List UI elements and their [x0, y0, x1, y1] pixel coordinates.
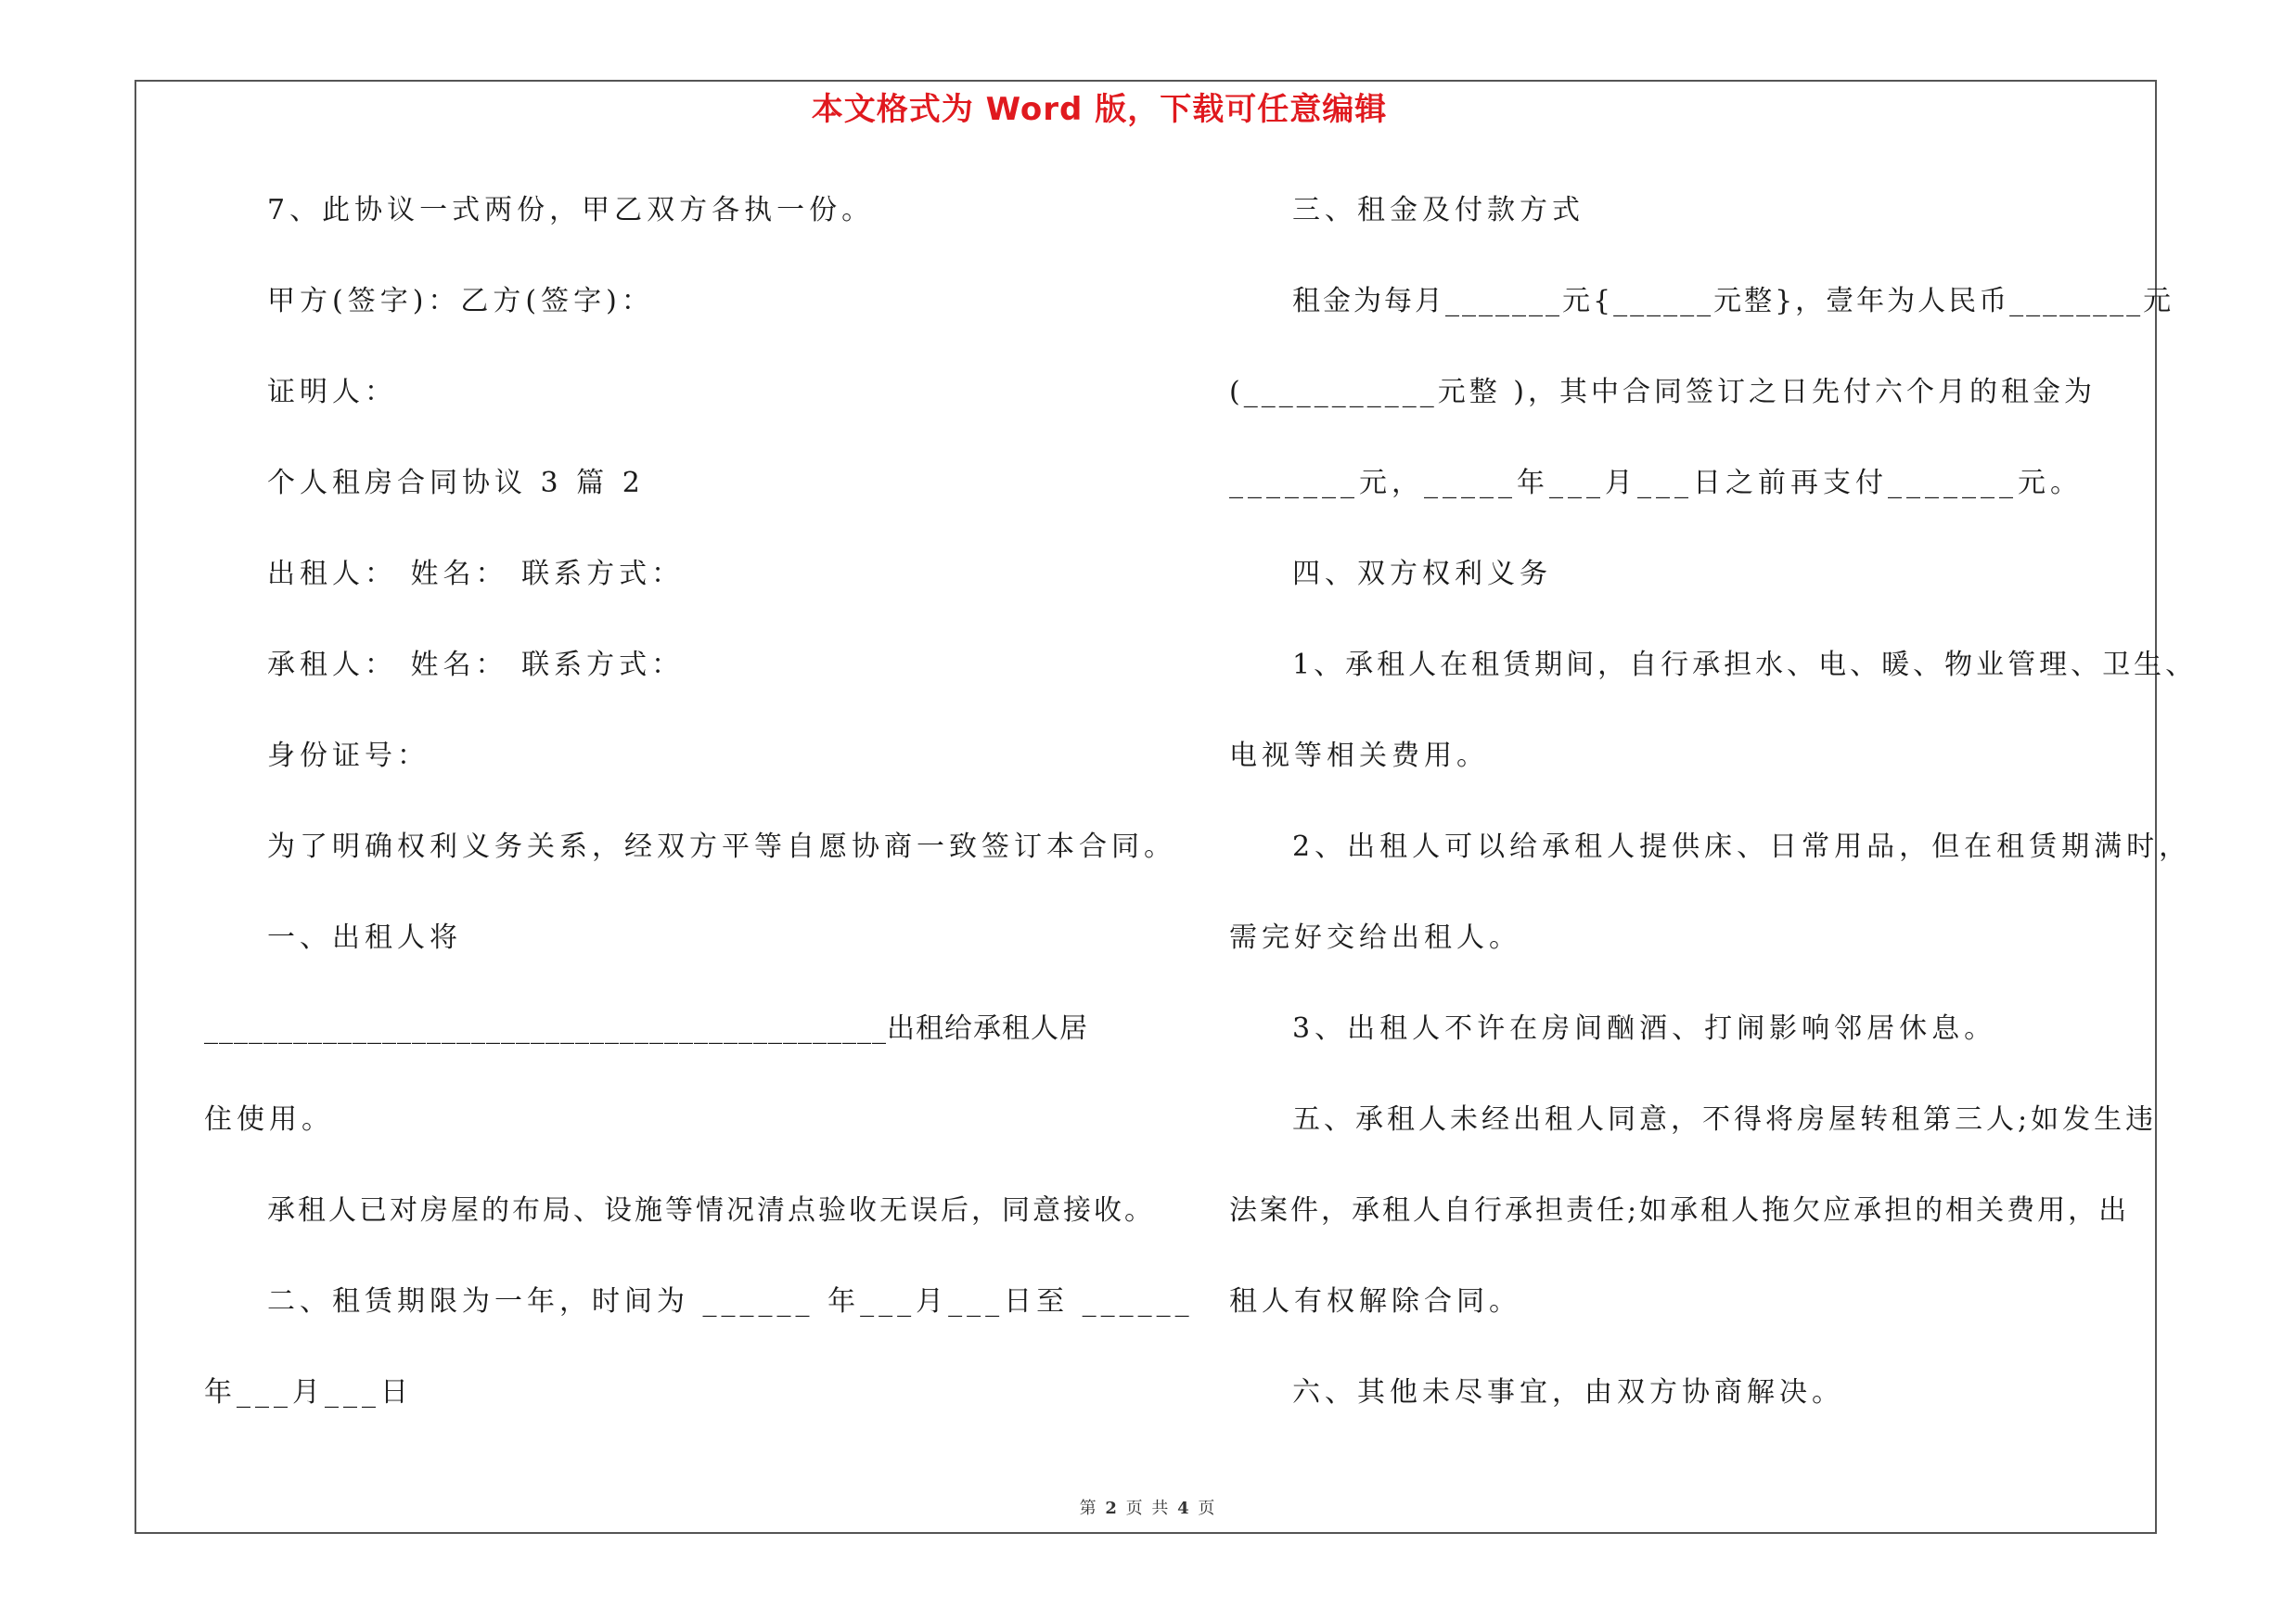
- paragraph-purpose: 为了明确权利义务关系，经双方平等自愿协商一致签订本合同。: [267, 831, 1176, 863]
- clause-five-line3: 租人有权解除合同。: [1229, 1285, 1521, 1318]
- right-column: [1229, 0, 2198, 1623]
- footer-total-pages: 4: [1177, 1499, 1191, 1518]
- header-banner: 本文格式为 Word 版，下载可任意编辑: [811, 91, 1388, 128]
- paragraph-acceptance: 承租人已对房屋的布局、设施等情况清点验收无误后，同意接收。: [267, 1194, 1155, 1227]
- clause-one-heading: 一、出租人将: [267, 921, 462, 954]
- clause-five-line1: 五、承租人未经出租人同意，不得将房屋转租第三人;如发生违: [1292, 1103, 2158, 1136]
- clause-four-item1-continuation: 电视等相关费用。: [1229, 740, 1489, 772]
- clause-four-item1: 1、承租人在租赁期间，自行承担水、电、暖、物业管理、卫生、: [1292, 649, 2198, 681]
- clause-four-item2: 2、出租人可以给承租人提供床、日常用品，但在租赁期满时，: [1292, 831, 2192, 863]
- paragraph-signatures: 甲方(签字)：乙方(签字)：: [267, 285, 654, 317]
- footer-middle: 页 共: [1125, 1499, 1171, 1518]
- page-footer: [0, 1495, 2296, 1519]
- clause-four-item2-continuation: 需完好交给出租人。: [1229, 921, 1521, 954]
- clause-three-rent-line2: (___________元整 )，其中合同签订之日先付六个月的租金为: [1229, 376, 2096, 408]
- footer-page-number: 2: [1105, 1499, 1119, 1518]
- paragraph-id-number: 身份证号：: [267, 740, 430, 772]
- footer-prefix: 第: [1079, 1499, 1098, 1518]
- clause-three-heading: 三、租金及付款方式: [1292, 194, 1584, 226]
- paragraph-lessee: 承租人： 姓名： 联系方式：: [267, 649, 685, 681]
- clause-six: 六、其他未尽事宜，由双方协商解决。: [1292, 1376, 1844, 1409]
- clause-three-rent-line3: _______元，_____年___月___日之前再支付_______元。: [1229, 467, 2083, 499]
- clause-three-rent-line1: 租金为每月_______元{______元整}，壹年为人民币________元: [1292, 285, 2174, 317]
- section-title: 个人租房合同协议 3 篇 2: [267, 467, 645, 499]
- clause-one-blank-line: ______________________________________________出租给承租人居: [204, 1012, 1088, 1045]
- clause-one-continuation: 住使用。: [204, 1103, 334, 1136]
- footer-suffix: 页: [1198, 1499, 1217, 1518]
- clause-four-heading: 四、双方权利义务: [1292, 558, 1552, 590]
- paragraph-witness: 证明人：: [267, 376, 397, 408]
- clause-two-continuation: 年___月___日: [204, 1376, 413, 1409]
- paragraph-copies: 7、此协议一式两份，甲乙双方各执一份。: [267, 194, 875, 226]
- paragraph-lessor: 出租人： 姓名： 联系方式：: [267, 558, 685, 590]
- clause-two-term: 二、租赁期限为一年，时间为 ______ 年___月___日至 ______: [267, 1285, 1194, 1318]
- clause-five-line2: 法案件，承租人自行承担责任;如承租人拖欠应承担的相关费用，出: [1229, 1194, 2130, 1227]
- clause-four-item3: 3、出租人不许在房间酗酒、打闹影响邻居休息。: [1292, 1012, 1997, 1045]
